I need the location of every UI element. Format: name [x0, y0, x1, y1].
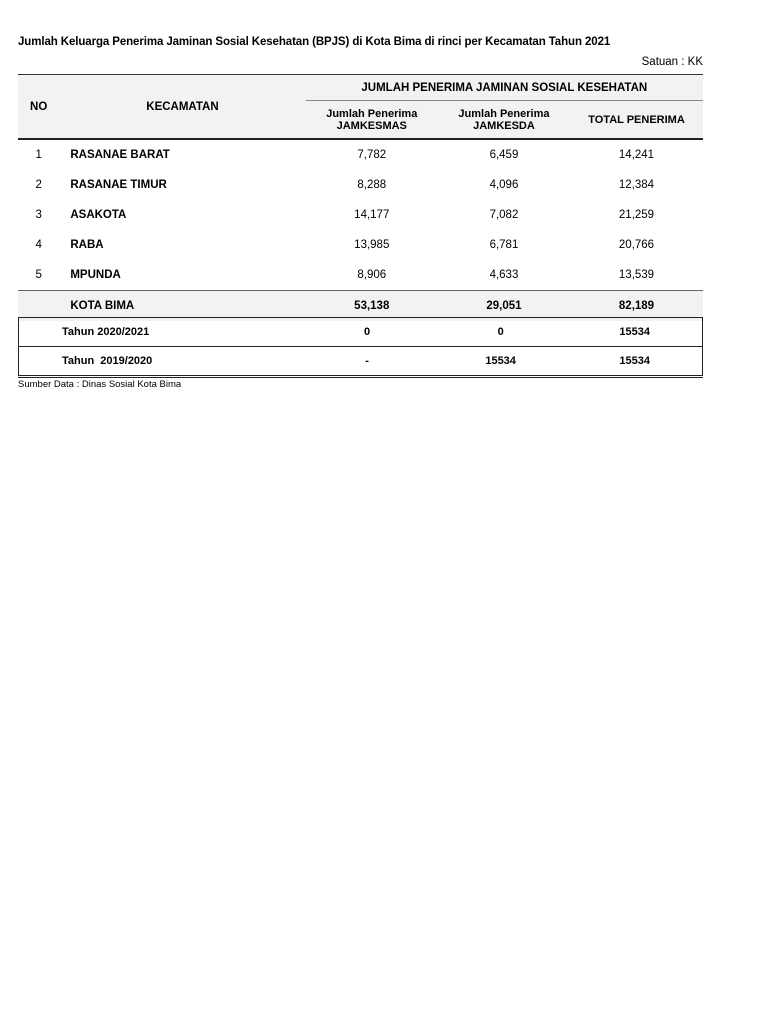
row-total: 12,384 [618, 179, 655, 191]
history-jamkesda: 15534 [434, 347, 568, 377]
total-jamkesda: 29,051 [438, 291, 570, 322]
header-jamkesmas [306, 101, 438, 140]
row-kecamatan: MPUNDA [70, 269, 121, 281]
header-jamkesmas-line2: JAMKESMAS [336, 119, 407, 132]
row-jamkesda: 6,781 [489, 239, 519, 251]
history-total: 15534 [567, 347, 702, 377]
table-row [18, 230, 703, 260]
row-kecamatan: RABA [70, 239, 104, 251]
row-jamkesda: 7,082 [489, 209, 519, 221]
history-row [19, 347, 703, 377]
row-no: 5 [35, 269, 42, 281]
table-row [18, 170, 703, 200]
history-jamkesmas: - [300, 347, 433, 377]
row-no: 1 [35, 149, 42, 161]
total-jamkesmas: 53,138 [306, 291, 438, 322]
header-row-1 [18, 75, 703, 101]
total-label: KOTA BIMA [59, 291, 305, 322]
header-group: JUMLAH PENERIMA JAMINAN SOSIAL KESEHATAN [306, 75, 703, 101]
row-total: 13,539 [618, 269, 655, 281]
recipients-table [18, 74, 703, 321]
header-no: NO [18, 75, 59, 140]
row-jamkesmas: 14,177 [354, 209, 390, 221]
row-total: 21,259 [618, 209, 655, 221]
row-jamkesmas: 13,985 [354, 239, 390, 251]
header-kecamatan: KECAMATAN [59, 75, 305, 140]
row-no: 4 [35, 239, 42, 251]
row-kecamatan: RASANAE BARAT [70, 149, 170, 161]
history-total: 15534 [567, 318, 702, 347]
row-kecamatan: ASAKOTA [70, 209, 127, 221]
table-row [18, 139, 703, 170]
history-jamkesmas: 0 [300, 318, 433, 347]
row-kecamatan: RASANAE TIMUR [70, 179, 167, 191]
row-total: 20,766 [618, 239, 655, 251]
table-row [18, 260, 703, 291]
row-no: 3 [35, 209, 42, 221]
source-note: Sumber Data : Dinas Sosial Kota Bima [18, 379, 182, 390]
row-jamkesmas: 8,288 [357, 179, 387, 191]
header-jamkesda [438, 101, 570, 140]
table-title: Jumlah Keluarga Penerima Jaminan Sosial Kesehatan (BPJS) di Kota Bima di rinci per Kecamatan Tahun 2021 [18, 36, 611, 48]
history-jamkesda: 0 [434, 318, 568, 347]
total-total: 82,189 [570, 291, 703, 322]
table-row [18, 200, 703, 230]
unit-label: Satuan : KK [641, 56, 703, 68]
row-jamkesmas: 7,782 [357, 149, 387, 161]
header-jamkesda-line1: Jumlah Penerima [458, 107, 550, 120]
row-jamkesda: 6,459 [489, 149, 519, 161]
header-total: TOTAL PENERIMA [570, 101, 703, 140]
header-jamkesmas-line1: Jumlah Penerima [326, 107, 418, 120]
row-jamkesmas: 8,906 [357, 269, 387, 281]
row-jamkesda: 4,633 [489, 269, 519, 281]
history-label: Tahun 2020/2021 [19, 318, 301, 347]
header-jamkesda-line2: JAMKESDA [473, 119, 535, 132]
history-row [19, 318, 703, 347]
row-no: 2 [35, 179, 42, 191]
history-label: Tahun 2019/2020 [19, 347, 301, 377]
row-jamkesda: 4,096 [489, 179, 519, 191]
row-total: 14,241 [618, 149, 655, 161]
history-table [18, 317, 703, 378]
